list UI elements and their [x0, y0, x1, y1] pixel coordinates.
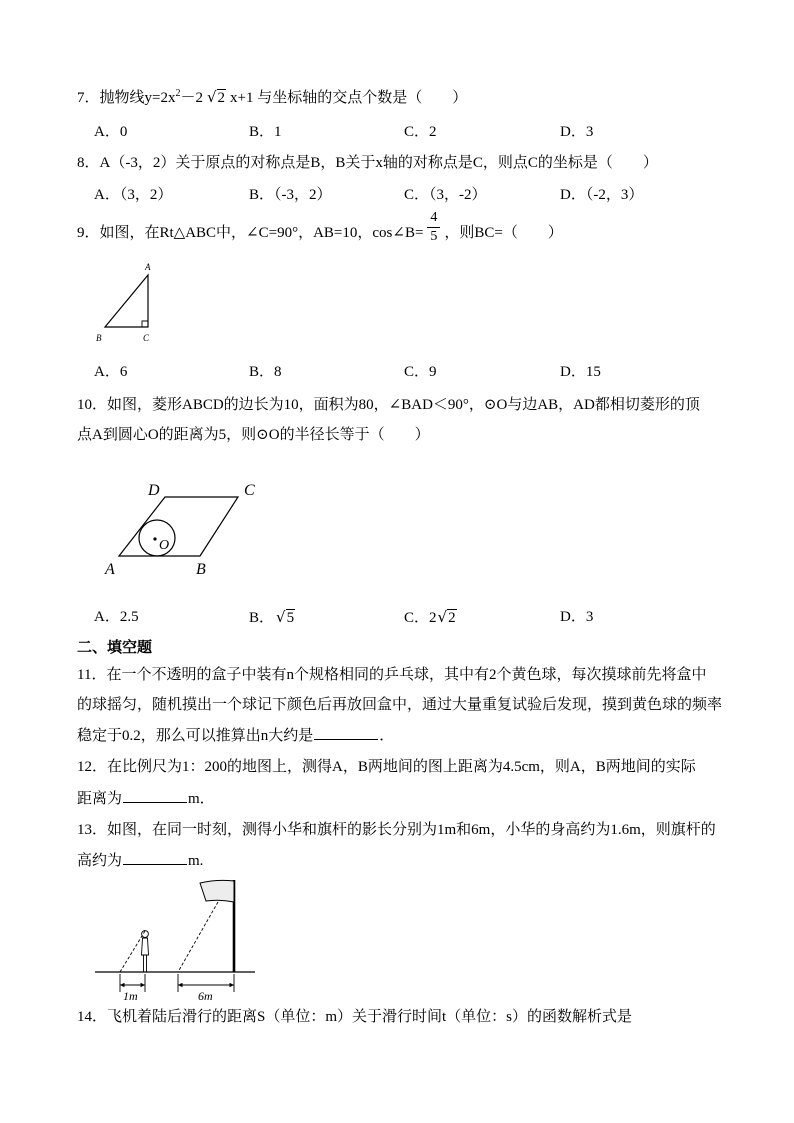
q13-text-b: m.: [188, 853, 204, 869]
q12-text-a: 距离为: [77, 791, 123, 807]
q10-option-b: [249, 606, 299, 628]
q7-option-c: C．2: [404, 124, 437, 140]
question-9-stem: [77, 210, 563, 244]
q7-option-d: D．3: [560, 124, 594, 140]
q9-option-d: D．15: [560, 364, 601, 380]
q10-label-a: A: [105, 561, 115, 578]
q9-label-b: B: [96, 333, 102, 343]
q10-label-b: B: [196, 561, 206, 578]
q9-option-c: C．9: [404, 364, 437, 380]
q9-label-c: C: [143, 333, 150, 343]
q8-option-c: C．（3，-2）: [404, 187, 487, 203]
section-heading-fill-in: 二、填空题: [77, 638, 153, 656]
q10-option-b-sqrt: [276, 606, 295, 629]
q7-option-a: A．0: [94, 124, 128, 140]
pole-sun-ray: [178, 902, 218, 972]
flag-icon: [200, 880, 234, 902]
q10-option-c-prefix: C．2: [404, 610, 437, 626]
question-12-line-2: [77, 787, 215, 809]
q9-fraction: [427, 209, 440, 246]
q13-label-person-shadow: 1m: [123, 989, 138, 1003]
triangle-abc: [105, 275, 148, 327]
right-angle-mark: [142, 321, 148, 327]
q12-answer-blank: [123, 787, 187, 803]
q10-rhombus-figure: [100, 475, 265, 579]
q10-label-c: C: [244, 482, 255, 499]
q13-flagpole-figure: [90, 875, 260, 1003]
question-14-line-1: 14．飞机着陆后滑行的距离S（单位：m）关于滑行时间t（单位：s）的函数解析式是: [77, 1009, 633, 1025]
q12-text-b: m．: [188, 791, 215, 807]
question-7-stem: [77, 86, 467, 108]
q10-label-d: D: [148, 482, 160, 499]
q10-option-b-prefix: B．: [249, 610, 275, 626]
person-icon: [142, 931, 149, 972]
person-sun-ray: [120, 931, 145, 972]
q11-text-a: 稳定于0.2，那么可以推算出n大约是: [77, 728, 314, 744]
q7-radicand: 2: [217, 90, 226, 106]
q9-text-b: ，则BC=（ ）: [444, 224, 563, 241]
rhombus-abcd: [119, 497, 238, 556]
q9-text-a: 9．如图，在Rt△ABC中，∠C=90°，AB=10，cos∠B=: [77, 224, 424, 241]
question-11-line-3: [77, 724, 394, 746]
q9-triangle-figure: [90, 258, 162, 350]
q10-option-a: A．2.5: [94, 609, 139, 625]
radical-sign-icon: √: [206, 88, 217, 106]
q13-label-pole-shadow: 6m: [198, 989, 213, 1003]
q7-text-b: －2: [180, 90, 203, 106]
center-dot: [153, 537, 156, 540]
radical-sign-icon: √: [437, 608, 448, 626]
q9-fraction-numerator: 4: [427, 209, 440, 228]
q10-option-b-radicand: 5: [286, 610, 295, 626]
radical-sign-icon: √: [276, 608, 286, 626]
circle-o: [139, 520, 175, 556]
q10-option-c: [404, 606, 461, 628]
q13-answer-blank: [123, 849, 187, 865]
q11-text-b: ．: [379, 728, 395, 744]
q10-label-o: O: [159, 538, 170, 553]
question-11-line-2: 的球摇匀，随机摸出一个球记下颜色后再放回盒中，通过大量重复试验后发现，摸到黄色球的频率: [77, 697, 723, 713]
q9-label-a: A: [145, 262, 151, 272]
q10-option-d: D．3: [560, 609, 594, 625]
q9-option-b: B．8: [249, 364, 282, 380]
q11-answer-blank: [314, 724, 378, 740]
q10-option-c-sqrt: [438, 606, 457, 629]
q9-fraction-denominator: 5: [430, 229, 438, 244]
question-13-line-2: [77, 849, 203, 871]
q8-option-d: D．（-2，3）: [560, 187, 644, 203]
q9-option-a: A．6: [94, 364, 128, 380]
q7-option-b: B．1: [249, 124, 282, 140]
q13-text-a: 高约为: [77, 853, 123, 869]
q7-text-c: x+1 与坐标轴的交点个数是（ ）: [230, 90, 468, 106]
question-11-line-1: 11．在一个不透明的盒子中装有n个规格相同的乒乓球，其中有2个黄色球，每次摸球前先将盒中: [77, 667, 707, 683]
q10-option-c-radicand: 2: [448, 610, 456, 626]
q8-option-b: B．（-3，2）: [249, 187, 332, 203]
question-10-stem-line-1: 10．如图，菱形ABCD的边长为10，面积为80，∠BAD＜90°，⊙O与边AB，AD都相切菱形的顶: [77, 397, 700, 413]
q7-text-a: 7．抛物线y=2x: [77, 90, 176, 106]
q7-exponent: 2: [175, 88, 181, 99]
question-10-stem-line-2: 点A到圆心O的距离为5，则⊙O的半径长等于（ ）: [77, 427, 430, 443]
question-8-stem: 8．A（-3，2）关于原点的对称点是B，B关于x轴的对称点是C，则点C的坐标是（ ）: [77, 155, 658, 171]
q8-option-a: A．（3，2）: [94, 187, 173, 203]
question-13-line-1: 13．如图，在同一时刻，测得小华和旗杆的影长分别为1m和6m，小华的身高约为1.6m，则旗杆的: [77, 822, 716, 838]
question-12-line-1: 12．在比例尺为1：200的地图上，测得A，B两地间的图上距离为4.5cm，则A，B两地间的实际: [77, 759, 696, 775]
q7-sqrt: [207, 86, 226, 109]
